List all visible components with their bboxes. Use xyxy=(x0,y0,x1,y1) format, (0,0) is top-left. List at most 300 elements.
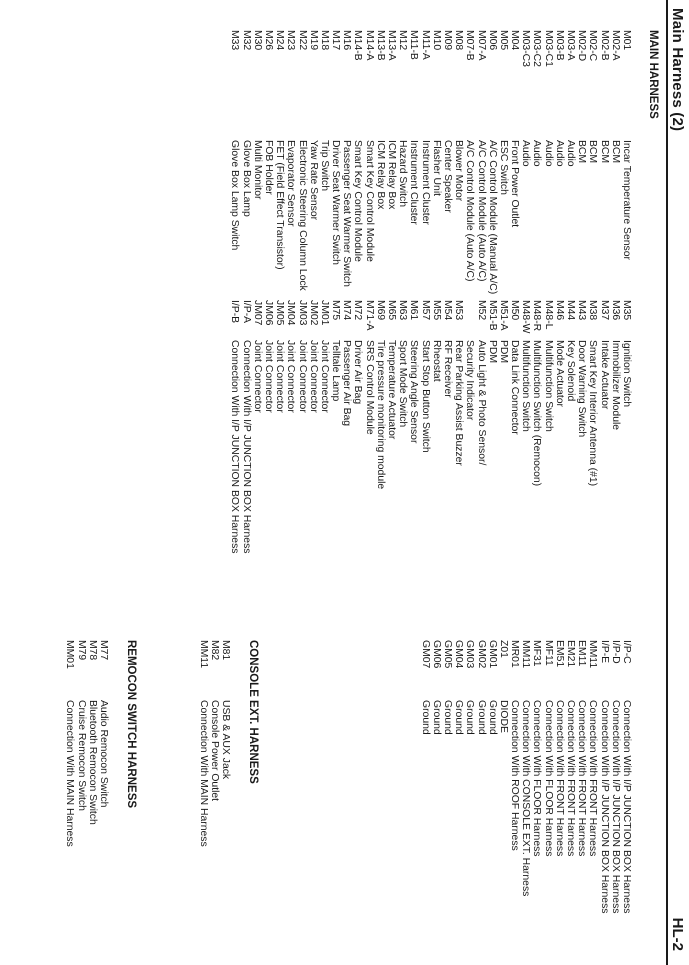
connector-description: Joint Connector xyxy=(263,340,274,413)
connector-code: M72 xyxy=(352,300,364,321)
connector-code: M02-A xyxy=(609,30,621,61)
connector-code: M79 xyxy=(75,640,87,661)
connector-description: BCM xyxy=(576,140,588,164)
connector-code: JM03 xyxy=(296,300,308,326)
connector-description: Yaw Rate Sensor xyxy=(307,140,319,221)
connector-description: Passenger Seat Warmer Switch xyxy=(341,140,353,287)
connector-row xyxy=(431,30,442,294)
connector-row xyxy=(487,300,498,553)
connector-code: M03-C2 xyxy=(531,30,543,67)
connector-row xyxy=(285,300,296,553)
connector-code: JM02 xyxy=(307,300,319,326)
connector-description: Audio Remocon Switch xyxy=(98,700,109,808)
connector-row xyxy=(442,640,453,913)
connector-description: Telltale Lamp xyxy=(330,340,342,402)
connector-description: Connection With FRONT Harness xyxy=(576,700,588,857)
connector-description: Connection With FRONT Harness xyxy=(587,700,599,857)
connector-description: Audio xyxy=(531,140,543,167)
connector-row xyxy=(364,300,375,553)
remocon-switch-harness-list xyxy=(64,640,109,847)
connector-row xyxy=(364,30,375,294)
connector-description: Front Power Outlet xyxy=(509,140,521,228)
connector-code: MF11 xyxy=(542,640,554,666)
main-harness-column-2 xyxy=(229,300,632,553)
connector-description: Multi Monitor xyxy=(251,140,263,200)
connector-description: Audio xyxy=(520,140,532,167)
connector-row xyxy=(520,30,531,294)
connector-row xyxy=(576,300,587,553)
connector-description: BCM xyxy=(587,140,599,164)
connector-code: M51-B xyxy=(486,300,498,331)
connector-row xyxy=(375,30,386,294)
connector-description: Evaporator Sensor xyxy=(285,140,297,227)
connector-row xyxy=(531,640,542,913)
connector-description: Center Speaker xyxy=(442,140,453,213)
connector-row xyxy=(543,300,554,553)
connector-code: M19 xyxy=(307,30,319,51)
connector-code: M55 xyxy=(430,300,442,321)
connector-row xyxy=(498,30,509,294)
connector-row xyxy=(352,300,363,553)
connector-code: M24 xyxy=(274,30,286,51)
connector-description: Joint Connector xyxy=(318,340,330,413)
connector-description: Door Warning Switch xyxy=(576,340,588,438)
connector-code: I/P-C xyxy=(621,640,632,664)
connector-description: ICM Relay Box xyxy=(386,140,398,210)
connector-description: Multifunction Switch xyxy=(542,340,554,432)
console-ext-harness-list xyxy=(197,640,231,847)
connector-description: BCM xyxy=(598,140,610,164)
connector-description: Driver Seat Warmer Switch xyxy=(330,140,342,265)
connector-code: MM11 xyxy=(520,640,532,669)
connector-description: Joint Connector xyxy=(285,340,297,413)
connector-row xyxy=(75,640,86,847)
connector-row xyxy=(296,300,307,553)
connector-description: Connection With I/P JUNCTION BOX Harness xyxy=(229,340,241,554)
connector-description: Smart Key Control Module xyxy=(363,140,375,262)
connector-code: MM11 xyxy=(197,640,209,669)
connector-row xyxy=(397,300,408,553)
connector-row xyxy=(419,640,430,913)
connector-description: Data Link Connector xyxy=(509,340,521,435)
connector-row xyxy=(475,300,486,553)
connector-row xyxy=(621,640,632,913)
connector-code: I/P-B xyxy=(229,300,241,324)
connector-description: Rheostat xyxy=(430,340,442,382)
connector-description: ICM Relay Box xyxy=(374,140,386,210)
connector-row xyxy=(375,300,386,553)
connector-code: M44 xyxy=(565,300,577,321)
remocon-switch-harness-title: REMOCON SWITCH HARNESS xyxy=(125,640,137,809)
connector-code: M09 xyxy=(442,30,453,51)
connector-row xyxy=(598,300,609,553)
connector-row xyxy=(87,640,98,847)
connector-description: Blower Motor xyxy=(453,140,465,202)
connector-description: Connection With I/P JUNCTION BOX Harness xyxy=(240,340,252,554)
connector-code: M74 xyxy=(341,300,353,321)
connector-code: M36 xyxy=(609,300,621,321)
connector-description: Ground xyxy=(486,700,498,735)
console-ext-harness-title: CONSOLE EXT. HARNESS xyxy=(247,640,259,784)
connector-row xyxy=(341,300,352,553)
connector-code: M52 xyxy=(475,300,487,321)
connector-code: M30 xyxy=(251,30,263,51)
connector-description: Ground xyxy=(464,700,476,735)
connector-code: M05 xyxy=(497,30,509,51)
connector-row xyxy=(565,30,576,294)
connector-description: PDM xyxy=(486,340,498,364)
connector-description: Steering Angle Sensor xyxy=(408,340,420,444)
connector-description: Console Power Outlet xyxy=(208,700,220,802)
connector-code: M14-B xyxy=(352,30,364,61)
connector-description: Ground xyxy=(453,700,465,735)
connector-code: M22 xyxy=(296,30,308,51)
connector-code: M63 xyxy=(397,300,409,321)
connector-code: EM51 xyxy=(553,640,565,668)
connector-description: ESC Switch xyxy=(497,140,509,195)
connector-description: BCM xyxy=(609,140,621,164)
connector-code: JM04 xyxy=(285,300,297,326)
connector-description: Electronic Steering Column Lock xyxy=(296,140,308,291)
connector-description: Auto Light & Photo Sensor/ xyxy=(475,340,487,466)
connector-row xyxy=(531,300,542,553)
connector-code: M11-B xyxy=(408,30,420,60)
connector-description: Connection With MAIN Harness xyxy=(64,700,76,847)
connector-row xyxy=(531,30,542,294)
connector-code: JM05 xyxy=(274,300,286,326)
connector-row xyxy=(487,30,498,294)
connector-code: MR01 xyxy=(509,640,521,668)
connector-row xyxy=(543,30,554,294)
connector-row xyxy=(431,300,442,553)
connector-description: Connection With I/P JUNCTION BOX Harness xyxy=(621,700,632,914)
connector-description: Connection With MAIN Harness xyxy=(197,700,209,847)
connector-code: GM04 xyxy=(453,640,465,669)
connector-row xyxy=(252,30,263,294)
connector-code: I/P-D xyxy=(609,640,621,664)
connector-code: M33 xyxy=(229,30,241,51)
connector-description: Connection With ROOF Harness xyxy=(509,700,521,851)
connector-row xyxy=(587,30,598,294)
connector-code: EM11 xyxy=(576,640,588,667)
connector-row xyxy=(408,300,419,553)
connector-code: GM05 xyxy=(442,640,453,669)
connector-code: M18 xyxy=(318,30,330,51)
connector-code: M06 xyxy=(486,30,498,51)
connector-description: Multifunction Switch (Remocon) xyxy=(531,340,543,487)
connector-row xyxy=(442,300,453,553)
page-code: HL-2 xyxy=(669,917,686,951)
connector-code: M69 xyxy=(374,300,386,321)
connector-row xyxy=(308,30,319,294)
connector-row xyxy=(520,640,531,913)
connector-code: M12 xyxy=(397,30,409,51)
connector-description: DIODE xyxy=(497,700,509,733)
connector-code: M03-C1 xyxy=(542,30,554,67)
connector-code: M82 xyxy=(208,640,220,661)
connector-description: Audio xyxy=(553,140,565,167)
connector-row xyxy=(453,300,464,553)
connector-row xyxy=(554,640,565,913)
connector-row xyxy=(576,30,587,294)
connector-description: Passenger Air Bag xyxy=(341,340,353,427)
connector-description: Joint Connector xyxy=(274,340,286,413)
connector-code: M75 xyxy=(330,300,342,321)
main-harness-column-3 xyxy=(419,640,632,913)
connector-description: USB & AUX Jack xyxy=(220,700,231,780)
connector-code: GM07 xyxy=(419,640,431,669)
connector-code: M13-B xyxy=(374,30,386,61)
connector-description: A/C Control Module (Manual A/C) xyxy=(486,140,498,295)
connector-code: M46 xyxy=(553,300,565,321)
connector-row xyxy=(308,300,319,553)
connector-row xyxy=(319,300,330,553)
connector-row xyxy=(509,640,520,913)
connector-code: M53 xyxy=(453,300,465,321)
connector-code: M48-R xyxy=(531,300,543,332)
connector-code: M02-B xyxy=(598,30,610,61)
connector-code: M48-L xyxy=(542,300,554,330)
connector-code: M37 xyxy=(598,300,610,321)
connector-code: EM21 xyxy=(565,640,577,668)
connector-description: Ground xyxy=(419,700,431,735)
connector-code: M78 xyxy=(86,640,98,661)
connector-row xyxy=(543,640,554,913)
connector-description: Ground xyxy=(475,700,487,735)
connector-description: Ignition Switch xyxy=(621,340,632,407)
connector-row xyxy=(598,30,609,294)
connector-row xyxy=(252,300,263,553)
connector-row xyxy=(509,30,520,294)
connector-row xyxy=(621,300,632,553)
connector-description: Trip Switch xyxy=(318,140,330,191)
connector-code: GM06 xyxy=(430,640,442,669)
connector-code: M51-A xyxy=(497,300,509,331)
connector-row xyxy=(296,30,307,294)
connector-code: M03-B xyxy=(553,30,565,61)
connector-code: M57 xyxy=(419,300,431,321)
connector-row xyxy=(442,30,453,294)
connector-row xyxy=(554,300,565,553)
connector-description: Bluetooth Remocon Switch xyxy=(86,700,98,825)
connector-code: M35 xyxy=(621,300,632,321)
connector-description: Driver Air Bag xyxy=(352,340,364,405)
connector-code: M02-C xyxy=(587,30,599,62)
connector-row xyxy=(229,30,240,294)
connector-code: MF31 xyxy=(531,640,543,667)
connector-code: M02-D xyxy=(576,30,588,62)
connector-description: SRS Control Module xyxy=(363,340,375,435)
connector-row xyxy=(587,640,598,913)
header-divider xyxy=(666,0,668,965)
connector-row xyxy=(397,30,408,294)
connector-description: Connection With FLOOR Harness xyxy=(542,700,554,857)
connector-row xyxy=(64,640,75,847)
connector-row xyxy=(498,300,509,553)
connector-code: M81 xyxy=(220,640,231,661)
connector-code: M71-A xyxy=(363,300,375,331)
connector-code: Z01 xyxy=(497,640,509,658)
connector-description: RF Receiver xyxy=(442,340,453,398)
connector-code: M16 xyxy=(341,30,353,51)
connector-row xyxy=(263,300,274,553)
connector-description: Ground xyxy=(430,700,442,735)
connector-row xyxy=(352,30,363,294)
connector-code: M77 xyxy=(98,640,109,661)
connector-row xyxy=(386,300,397,553)
connector-description: Instrument Cluster xyxy=(419,140,431,225)
connector-description: Smart Key Control Module xyxy=(352,140,364,262)
connector-code: M54 xyxy=(442,300,453,321)
connector-code: M17 xyxy=(330,30,342,51)
connector-code: M65 xyxy=(386,300,398,321)
main-harness-column-1 xyxy=(229,30,632,294)
connector-row xyxy=(330,30,341,294)
connector-description: Instrument Cluster xyxy=(408,140,420,225)
connector-code: I/P-E xyxy=(598,640,610,664)
connector-code: M11-A xyxy=(419,30,431,60)
connector-description: Start Stop Button Switch xyxy=(419,340,431,453)
connector-code: M48-W xyxy=(520,300,532,334)
connector-row xyxy=(453,30,464,294)
connector-description: Joint Connector xyxy=(307,340,319,413)
connector-row xyxy=(240,300,251,553)
connector-description: A/C Control Module (Auto A/C) xyxy=(464,140,476,282)
connector-row xyxy=(576,640,587,913)
connector-code: M32 xyxy=(240,30,252,51)
connector-row xyxy=(229,300,240,553)
page-title: Main Harness (2) xyxy=(669,8,686,132)
connector-row xyxy=(319,30,330,294)
connector-description: Mode Actuator xyxy=(553,340,565,408)
connector-row xyxy=(419,30,430,294)
connector-code: M03-A xyxy=(565,30,577,61)
connector-code: JM01 xyxy=(318,300,330,326)
connector-code: M07-B xyxy=(464,30,476,61)
connector-description: Smart Key Interior Antenna (#1) xyxy=(587,340,599,487)
connector-row xyxy=(464,300,475,553)
connector-description: Ground xyxy=(442,700,453,735)
connector-row xyxy=(464,30,475,294)
connector-row xyxy=(565,640,576,913)
connector-description: Connection With I/P JUNCTION BOX Harness xyxy=(598,700,610,914)
connector-row xyxy=(453,640,464,913)
connector-description: Connection With I/P JUNCTION BOX Harness xyxy=(609,700,621,914)
connector-code: M01 xyxy=(621,30,632,51)
connector-description: FOB Holder xyxy=(263,140,274,195)
connector-code: M04 xyxy=(509,30,521,51)
connector-row xyxy=(431,640,442,913)
connector-description: Rear Parking Assist Buzzer xyxy=(453,340,465,466)
connector-description: Immobilizer Module xyxy=(609,340,621,431)
connector-description: Incar Temperature Sensor xyxy=(621,140,632,260)
connector-description: Connection With FLOOR Harness xyxy=(531,700,543,857)
connector-row xyxy=(587,300,598,553)
main-harness-title: MAIN HARNESS xyxy=(647,30,659,119)
connector-description: Flasher Unit xyxy=(430,140,442,197)
connector-row xyxy=(520,300,531,553)
connector-description: Cruise Remocon Switch xyxy=(75,700,87,811)
connector-description: Connection With CONSOLE EXT. Harness xyxy=(520,700,532,897)
connector-row xyxy=(274,30,285,294)
connector-row xyxy=(598,640,609,913)
connector-row xyxy=(240,30,251,294)
connector-description: Audio xyxy=(542,140,554,167)
connector-row xyxy=(408,30,419,294)
connector-row xyxy=(220,640,231,847)
connector-description: Security Indicator xyxy=(464,340,476,421)
connector-code: M14-A xyxy=(363,30,375,61)
connector-row xyxy=(610,300,621,553)
connector-code: M23 xyxy=(285,30,297,51)
connector-description: Sport Mode Switch xyxy=(397,340,409,428)
connector-row xyxy=(464,640,475,913)
connector-code: GM01 xyxy=(486,640,498,669)
connector-code: M13-A xyxy=(386,30,398,61)
connector-description: Intake Actuator xyxy=(598,340,610,410)
connector-description: Joint Connector xyxy=(296,340,308,413)
connector-row xyxy=(341,30,352,294)
connector-code: M10 xyxy=(430,30,442,51)
connector-description: Key Solenoid xyxy=(565,340,577,402)
connector-row xyxy=(98,640,109,847)
connector-code: M61 xyxy=(408,300,420,321)
connector-row xyxy=(498,640,509,913)
connector-row xyxy=(209,640,220,847)
connector-code: MM01 xyxy=(64,640,76,669)
connector-row xyxy=(554,30,565,294)
connector-row xyxy=(610,640,621,913)
connector-row xyxy=(197,640,208,847)
connector-description: A/C Control Module (Auto A/C) xyxy=(475,140,487,282)
connector-description: Multifunction Switch xyxy=(520,340,532,432)
connector-code: M07-A xyxy=(475,30,487,61)
connector-description: Glove Box Lamp Switch xyxy=(229,140,241,251)
connector-description: Temperature Actuator xyxy=(386,340,398,440)
connector-code: M38 xyxy=(587,300,599,321)
connector-description: Connection With FRONT Harness xyxy=(553,700,565,857)
connector-description: Connection With FRONT Harness xyxy=(565,700,577,857)
connector-row xyxy=(487,640,498,913)
connector-code: JM07 xyxy=(251,300,263,326)
connector-code: M03-C3 xyxy=(520,30,532,67)
connector-row xyxy=(330,300,341,553)
connector-code: M26 xyxy=(263,30,274,51)
connector-row xyxy=(621,30,632,294)
connector-code: JM06 xyxy=(263,300,274,326)
connector-row xyxy=(285,30,296,294)
connector-code: MM11 xyxy=(587,640,599,669)
connector-description: PDM xyxy=(497,340,509,364)
connector-row xyxy=(263,30,274,294)
connector-code: GM03 xyxy=(464,640,476,669)
connector-row xyxy=(565,300,576,553)
connector-row xyxy=(419,300,430,553)
connector-code: M08 xyxy=(453,30,465,51)
connector-code: I/P-A xyxy=(240,300,252,324)
connector-row xyxy=(274,300,285,553)
connector-description: Tire pressure monitoring module xyxy=(374,340,386,490)
connector-row xyxy=(475,640,486,913)
connector-row xyxy=(509,300,520,553)
connector-description: FET (Field Effect Transistor) xyxy=(274,140,286,270)
connector-code: M50 xyxy=(509,300,521,321)
connector-description: Joint Connector xyxy=(251,340,263,413)
connector-description: Audio xyxy=(565,140,577,167)
connector-description: Hazard Switch xyxy=(397,140,409,207)
connector-row xyxy=(475,30,486,294)
connector-description: Glove Box Lamp xyxy=(240,140,252,217)
